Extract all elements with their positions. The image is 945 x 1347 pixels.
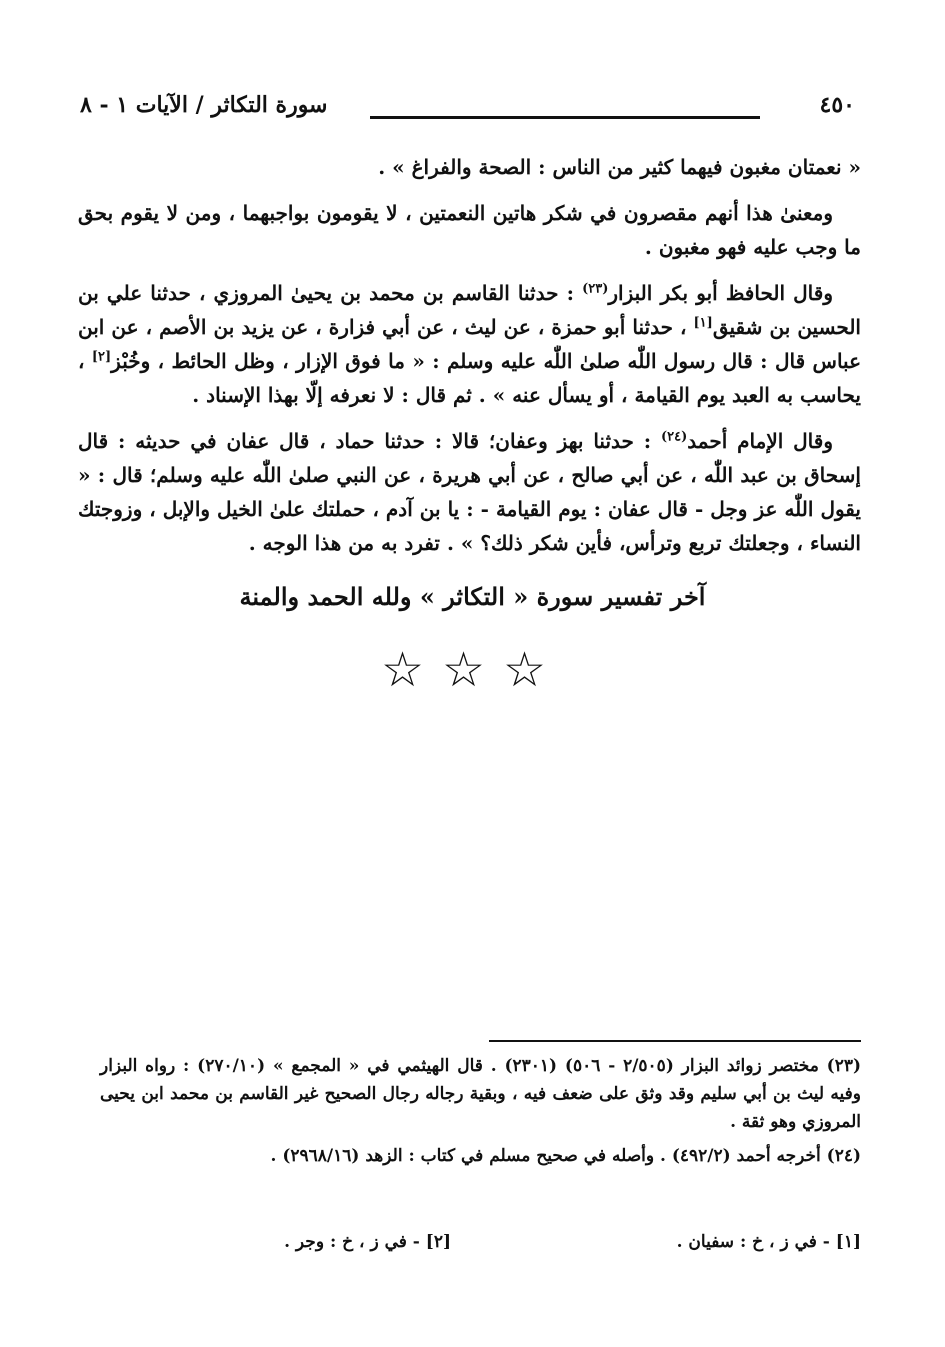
main-text — [78, 150, 861, 572]
footnote-rule — [489, 1040, 861, 1042]
paragraph-ahmad-narration — [78, 424, 861, 560]
variant-note-1: [١] - في ز ، خ : سفيان . — [676, 1232, 861, 1252]
text-segment: وقال الإمام أحمد — [687, 429, 833, 453]
footnote-ref-24: (٢٤) — [661, 429, 688, 445]
header-rule — [370, 116, 760, 119]
paragraph-bazzar-narration — [78, 276, 861, 412]
closing-line: آخر تفسير سورة « التكاثر » ولله الحمد والمنة — [239, 582, 706, 611]
variant-ref-2: [٢] — [91, 349, 112, 365]
text-segment: : حدثنا بهز وعفان؛ قالا : حدثنا حماد ، قال عفان في حديثه : قال إسحاق بن عبد اللّٰه ، عن أبي صالح ، عن أبي هريرة ، عن النبي صلىٰ اللّٰه عليه وسلم؛ قال : « يقول اللّٰه عز وجل - قال عفان : يوم القيامة - : يا بن آدم ، حملتك علىٰ الخيل والإبل ، وزوجتك النساء ، وجعلتك تربع وترأس، فأين شكر ذلك؟ » . تفرد به من هذا الوجه . — [78, 429, 861, 555]
paragraph-explanation: ومعنىٰ هذا أنهم مقصرون في شكر هاتين النعمتين ، لا يقومون بواجبهما ، ومن لا يقوم بحق ما وجب عليه فهو مغبون . — [78, 201, 861, 259]
footnote-ref-23: (٢٣) — [582, 281, 609, 297]
footnote-24: (٢٤) أخرجه أحمد (٤٩٢/٢) . وأصله في صحيح مسلم في كتاب : الزهد (٢٩٦٨/١٦) . — [270, 1146, 861, 1166]
running-header — [80, 92, 855, 128]
star-ornament-icon: ☆☆☆ — [380, 642, 565, 698]
text-segment: ، يحاسب به العبد يوم القيامة ، أو يسأل عنه » . ثم قال : لا نعرفه إلّا بهذا الإسناد . — [78, 349, 861, 407]
manuscript-variants — [80, 1232, 861, 1262]
variant-note-2: [٢] - في ز ، خ : وجر . — [284, 1232, 451, 1252]
footnotes — [100, 1052, 861, 1176]
text-segment: ، حدثنا أبو حمزة ، عن ليث ، عن أبي فزارة ، عن يزيد بن الأصم ، عن ابن عباس قال : قال رسول اللّٰه صلىٰ اللّٰه عليه وسلم : « ما فوق الإزار ، وظل الحائط ، وخُبْز — [78, 315, 862, 373]
running-title: سورة التكاثر / الآيات ١ - ٨ — [80, 92, 328, 118]
paragraph-hadith-quote: « نعمتان مغبون فيهما كثير من الناس : الصحة والفراغ » . — [378, 155, 861, 179]
variant-ref-1: [١] — [693, 315, 713, 331]
footnote-23: (٢٣) مختصر زوائد البزار (٢/٥٠٥ - ٥٠٦) (٢٣٠١) . قال الهيثمي في « المجمع » (٢٧٠/١٠) : رواه البزار وفيه ليث بن أبي سليم وقد وثق على ضعف فيه ، وبقية رجاله رجال الصحيح غير القاسم بن محمد ابن يحيى المروزي وهو ثقة . — [100, 1056, 861, 1132]
page-number: ٤٥٠ — [819, 92, 855, 118]
text-segment: وقال الحافظ أبو بكر البزار — [608, 281, 833, 305]
text-segment: : حدثنا القاسم بن محمد بن يحيىٰ المروزي ، حدثنا علي بن الحسين بن شقيق — [78, 281, 861, 339]
